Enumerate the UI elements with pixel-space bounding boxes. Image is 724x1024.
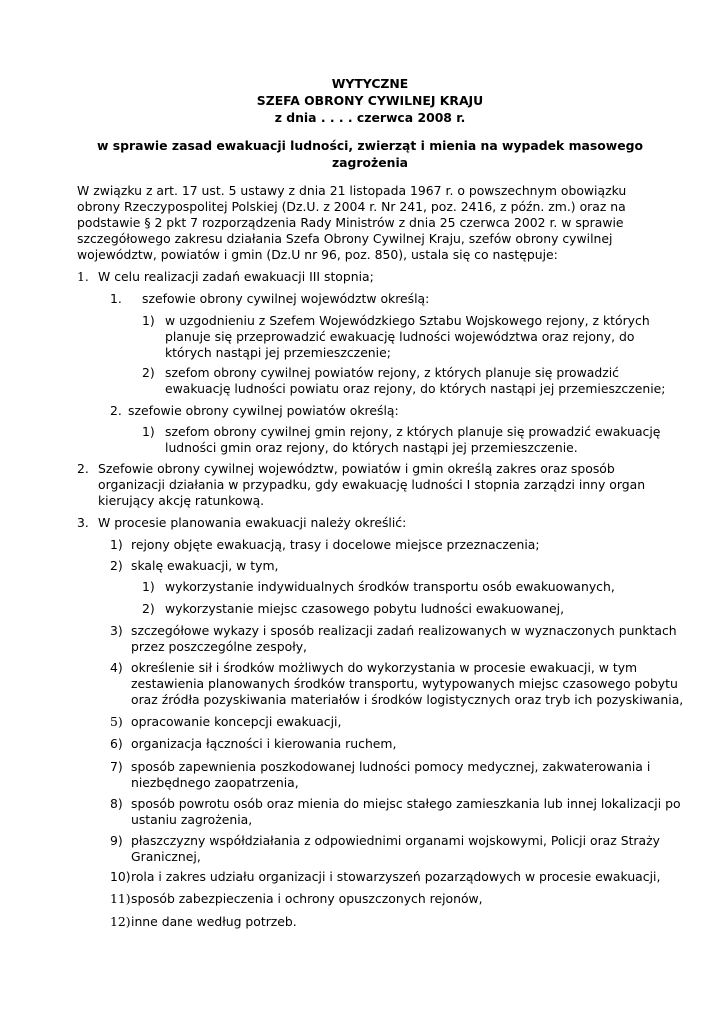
intro-line: województw, powiatów i gmin (Dz.U nr 96, poz. 850), ustala się co następuje: bbox=[77, 247, 558, 262]
item-number: 2. bbox=[110, 403, 122, 418]
item-text-line: Szefowie obrony cywilnej województw, powiatów i gmin określą zakres oraz sposób bbox=[98, 461, 615, 476]
item-text-line: ustaniu zagrożenia, bbox=[131, 812, 253, 827]
item-text-line: ludności gmin oraz rejony, do których nastąpi jej przemieszczenie. bbox=[165, 440, 578, 455]
item-number: 11) bbox=[110, 891, 131, 906]
doc-subject-line-2: zagrożenia bbox=[331, 155, 409, 170]
item-text-line: wykorzystanie miejsc czasowego pobytu ludności ewakuowanej, bbox=[165, 601, 565, 616]
item-text-line: niezbędnego zaopatrzenia, bbox=[131, 775, 299, 790]
item-text-line: rola i zakres udziału organizacji i stowarzyszeń pozarządowych w procesie ewakuacji, bbox=[131, 869, 661, 884]
item-number: 1. bbox=[77, 269, 89, 284]
item-text-line: których nastąpi jej przemieszczenie; bbox=[165, 345, 391, 360]
item-number: 3) bbox=[110, 623, 123, 638]
intro-line: obrony Rzeczypospolitej Polskiej (Dz.U. z 2004 r. Nr 241, poz. 2416, z późn. zm.) oraz na bbox=[77, 199, 626, 214]
item-number: 7) bbox=[110, 759, 123, 774]
item-number: 10) bbox=[110, 869, 131, 884]
item-number: 6) bbox=[110, 736, 123, 751]
doc-date: z dnia . . . . czerwca 2008 r. bbox=[274, 110, 466, 125]
item-number: 1) bbox=[110, 537, 123, 552]
item-text-line: w uzgodnieniu z Szefem Wojewódzkiego Sztabu Wojskowego rejony, z których bbox=[165, 313, 650, 328]
item-number: 2) bbox=[142, 601, 155, 616]
item-text-line: skalę ewakuacji, w tym, bbox=[131, 558, 279, 573]
item-number: 2. bbox=[77, 461, 89, 476]
item-text-line: sposób powrotu osób oraz mienia do miejsc stałego zamieszkania lub innej lokalizacji po bbox=[131, 796, 681, 811]
intro-line: podstawie § 2 pkt 7 rozporządzenia Rady Ministrów z dnia 25 czerwca 2002 r. w sprawie bbox=[77, 215, 624, 230]
item-number: 2) bbox=[110, 558, 123, 573]
item-text-line: organizacja łączności i kierowania ruchem, bbox=[131, 736, 397, 751]
item-number: 1. bbox=[110, 291, 122, 306]
item-text-line: rejony objęte ewakuacją, trasy i docelowe miejsce przeznaczenia; bbox=[131, 537, 540, 552]
item-text-line: Granicznej, bbox=[131, 849, 201, 864]
intro-line: szczegółowego zakresu działania Szefa Obrony Cywilnej Kraju, szefów obrony cywilnej bbox=[77, 231, 613, 246]
item-text-line: płaszczyzny współdziałania z odpowiednimi organami wojskowymi, Policji oraz Straży bbox=[131, 833, 660, 848]
item-text-line: zestawienia planowanych środków transportu, wytypowanych miejsc czasowego pobytu bbox=[131, 676, 678, 691]
item-text-line: ewakuację ludności powiatu oraz rejony, do których nastąpi jej przemieszczenie; bbox=[165, 381, 666, 396]
item-text-line: opracowanie koncepcji ewakuacji, bbox=[131, 714, 342, 729]
item-number: 12) bbox=[110, 914, 131, 929]
item-text-line: szefom obrony cywilnej powiatów rejony, z których planuje się prowadzić bbox=[165, 365, 619, 380]
doc-subject-line-1: w sprawie zasad ewakuacji ludności, zwierząt i mienia na wypadek masowego bbox=[97, 138, 643, 153]
item-text-line: organizacji działania w przypadku, gdy ewakuację ludności I stopnia zarządzi inny organ bbox=[98, 477, 646, 492]
item-number: 2) bbox=[142, 365, 155, 380]
item-number: 4) bbox=[110, 660, 123, 675]
item-number: 1) bbox=[142, 424, 155, 439]
item-text-line: planuje się przeprowadzić ewakuację ludności województwa oraz rejony, do bbox=[165, 329, 635, 344]
item-1-1-text: szefowie obrony cywilnej województw określą: bbox=[142, 291, 430, 306]
item-number: 5) bbox=[110, 714, 123, 729]
item-number: 3. bbox=[77, 515, 89, 530]
item-text-line: sposób zabezpieczenia i ochrony opuszczonych rejonów, bbox=[131, 891, 483, 906]
item-text-line: określenie sił i środków możliwych do wykorzystania w procesie ewakuacji, w tym bbox=[131, 660, 638, 675]
item-number: 1) bbox=[142, 313, 155, 328]
item-number: 1) bbox=[142, 579, 155, 594]
item-text-line: wykorzystanie indywidualnych środków transportu osób ewakuowanych, bbox=[165, 579, 615, 594]
doc-author: SZEFA OBRONY CYWILNEJ KRAJU bbox=[256, 93, 484, 108]
item-1-text: W celu realizacji zadań ewakuacji III stopnia; bbox=[98, 269, 374, 284]
intro-line: W związku z art. 17 ust. 5 ustawy z dnia 21 listopada 1967 r. o powszechnym obowiązku bbox=[77, 183, 627, 198]
item-text-line: inne dane według potrzeb. bbox=[131, 914, 297, 929]
item-text-line: szczegółowe wykazy i sposób realizacji zadań realizowanych w wyznaczonych punktach bbox=[131, 623, 677, 638]
item-3-text: W procesie planowania ewakuacji należy określić: bbox=[98, 515, 407, 530]
item-text-line: oraz źródła pozyskiwania materiałów i środków logistycznych oraz tryb ich pozyskiwania, bbox=[131, 692, 684, 707]
item-text-line: kierujący akcję ratunkową. bbox=[98, 493, 265, 508]
item-text-line: szefom obrony cywilnej gmin rejony, z których planuje się prowadzić ewakuację bbox=[165, 424, 661, 439]
item-text-line: przez poszczególne zespoły, bbox=[131, 639, 307, 654]
item-text-line: sposób zapewnienia poszkodowanej ludności pomocy medycznej, zakwaterowania i bbox=[131, 759, 651, 774]
doc-title: WYTYCZNE bbox=[331, 76, 409, 91]
item-1-2-text: szefowie obrony cywilnej powiatów określą: bbox=[128, 403, 399, 418]
item-number: 9) bbox=[110, 833, 123, 848]
item-number: 8) bbox=[110, 796, 123, 811]
